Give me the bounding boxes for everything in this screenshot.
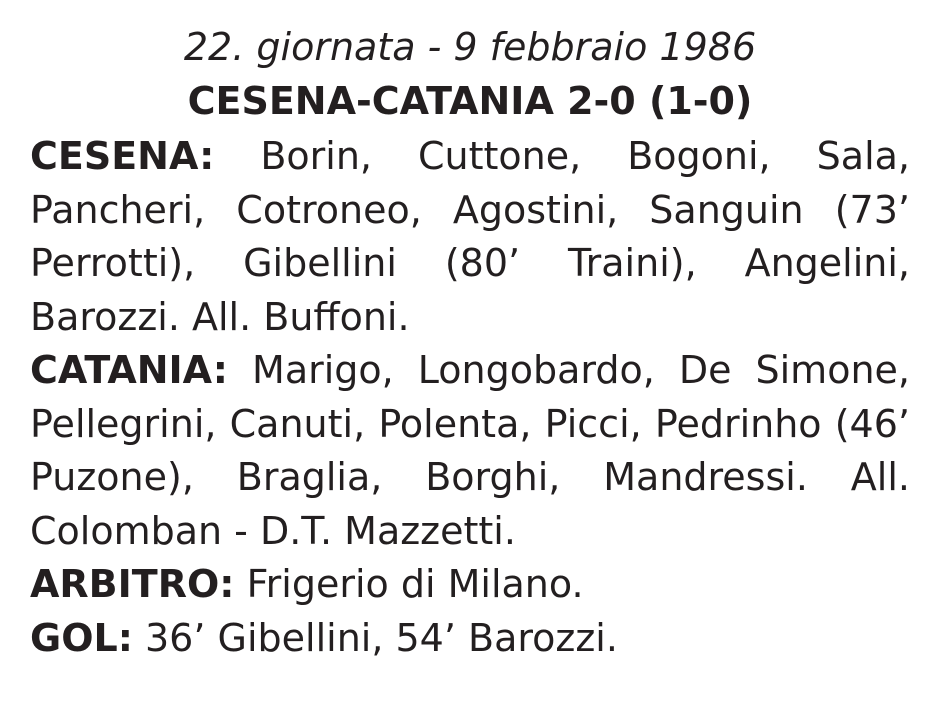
away-lineup-text: Marigo, Longobardo, De Simone, Pellegrini, Canuti, Polenta, Picci, Pedrinho (46’ Puzone), Braglia, Borghi, Mandressi. All. Colomban - D.T. Mazzetti.	[30, 348, 910, 553]
match-result: CESENA-CATANIA 2-0 (1-0)	[187, 79, 753, 123]
matchday-date: 22. giornata - 9 febbraio 1986	[183, 25, 757, 69]
away-lineup	[30, 344, 910, 558]
referee-line	[30, 558, 910, 612]
home-lineup-text: Borin, Cuttone, Bogoni, Sala, Pancheri, Cotroneo, Agostini, Sanguin (73’ Perrotti), Gibellini (80’ Traini), Angelini, Barozzi. All. Buffoni.	[30, 134, 910, 339]
referee-text: Frigerio di Milano.	[246, 562, 584, 606]
away-team-label: CATANIA:	[30, 348, 228, 392]
goals-text: 36’ Gibellini, 54’ Barozzi.	[145, 615, 618, 660]
goals-label: GOL:	[30, 615, 133, 660]
goals-line	[30, 612, 910, 666]
home-team-label: CESENA:	[30, 134, 215, 178]
match-report	[30, 22, 910, 665]
referee-label: ARBITRO:	[30, 562, 235, 606]
home-lineup	[30, 130, 910, 344]
